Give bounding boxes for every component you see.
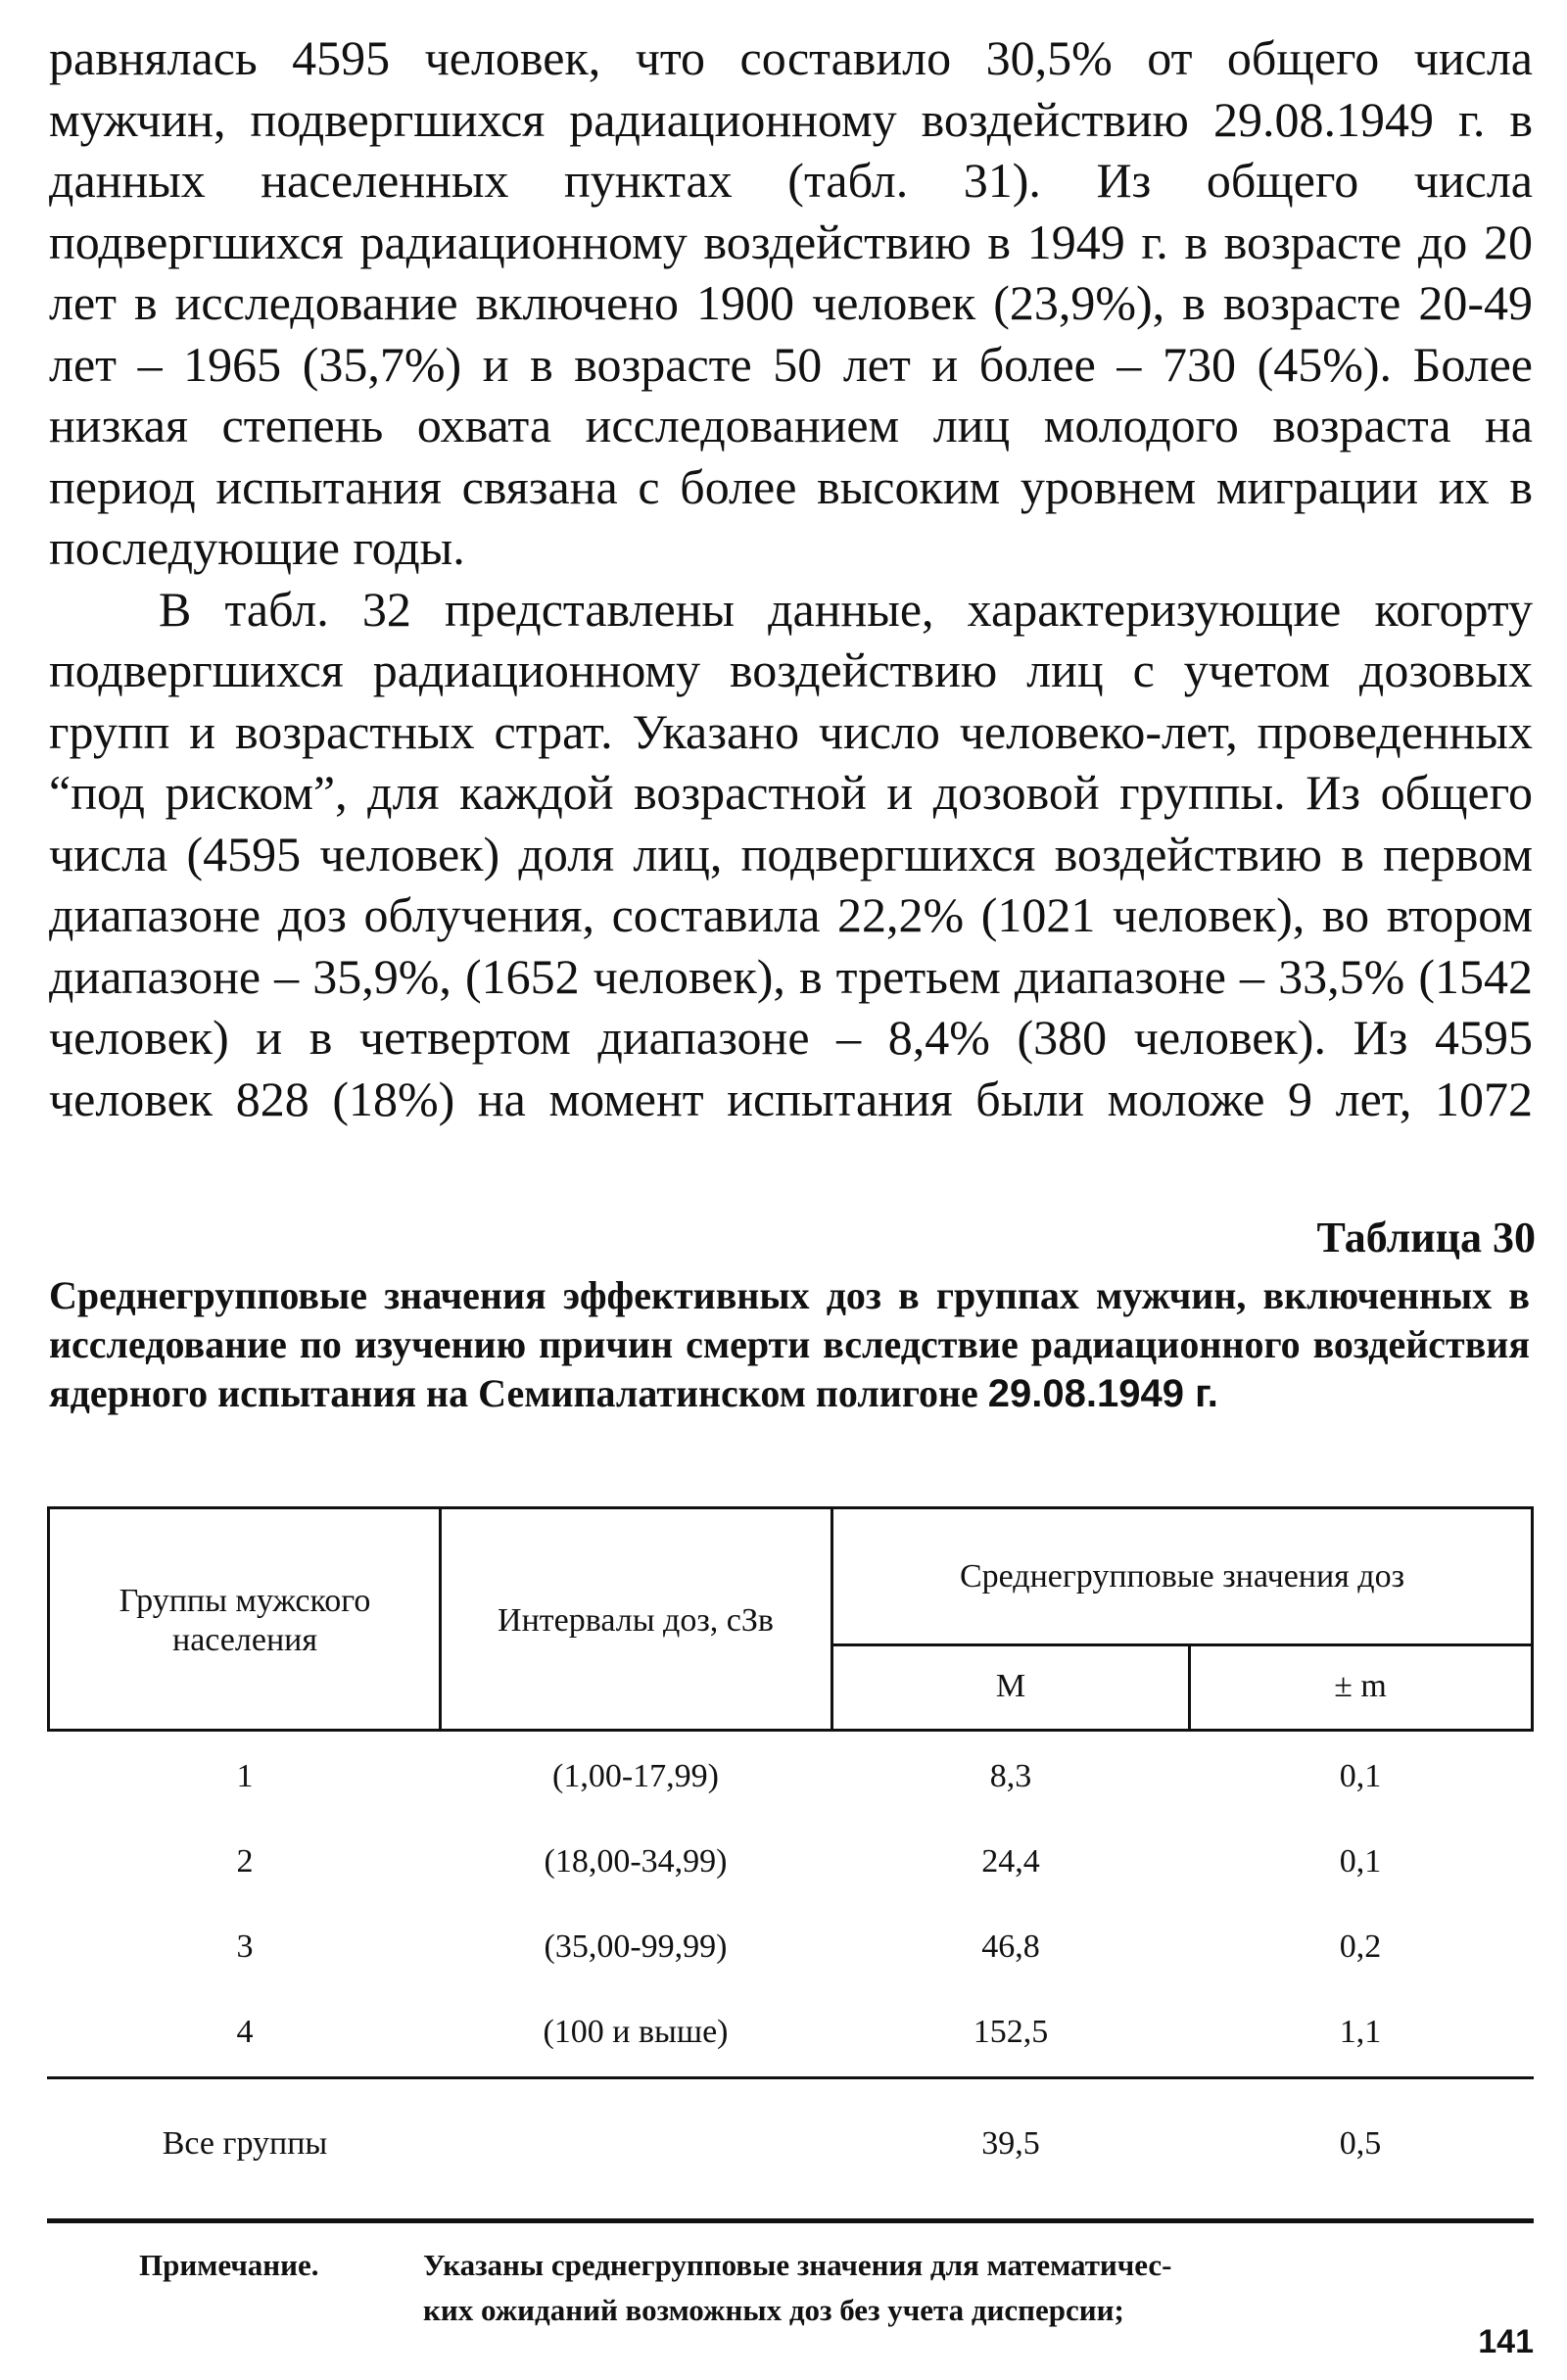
table-right-border (1531, 1506, 1534, 1732)
table-caption-date: 29.08.1949 г. (987, 1372, 1218, 1415)
note-line-2: ких ожиданий возможных доз без учета дисперсии; (423, 2293, 1124, 2327)
table-top-border (47, 1506, 1534, 1509)
row-1-group: 1 (236, 1758, 254, 1794)
row-3-interval: (35,00-99,99) (544, 1928, 728, 1965)
header-group: Группы мужского населения (119, 1583, 371, 1658)
table-label: Таблица 30 (1316, 1214, 1536, 1261)
body-text (49, 27, 1533, 1129)
table-bottom-border (47, 2218, 1534, 2223)
table-caption-text: Среднегрупповые значения эффективных доз в группах мужчин, включенных в исследование по изучению причин смерти вследствие радиационного воздействия ядерного испытания на Семипалатинском полигоне (49, 1273, 1530, 1415)
table-caption (49, 1271, 1530, 1418)
table-col-divider-1 (439, 1506, 442, 1732)
row-4-group: 4 (236, 2014, 254, 2050)
paragraph-1: равнялась 4595 человек, что составило 30,5% от общего числа мужчин, подвергшихся радиационному воздействию 29.08.1949 г. в данных населенных пунктах (табл. 31). Из общего числа подвергшихся радиационному воздействию в 1949 г. в возрасте до 20 лет в исследование включено 1900 человек (23,9%), в возрасте 20-49 лет – 1965 (35,7%) и в возрасте 50 лет и более – 730 (45%). Более низкая степень охвата исследованием лиц молодого возраста на период испытания связана с более высоким уровнем миграции их в последующие годы. (49, 30, 1533, 575)
note-label: Примечание. (139, 2248, 319, 2282)
table-left-border (47, 1506, 50, 1732)
table-col-divider-2 (831, 1506, 833, 1732)
header-mean-values: Среднегрупповые значения доз (959, 1558, 1405, 1595)
row-1-m: 8,3 (989, 1758, 1032, 1794)
row-2-interval: (18,00-34,99) (544, 1843, 728, 1880)
row-2-group: 2 (236, 1843, 254, 1880)
table-total-divider (47, 2076, 1534, 2079)
row-3-pm: 0,2 (1339, 1928, 1382, 1965)
row-4-pm: 1,1 (1339, 2014, 1382, 2050)
row-2-pm: 0,1 (1339, 1843, 1382, 1880)
page-number: 141 (1478, 2323, 1534, 2360)
note-line-1: Указаны среднегрупповые значения для математичес- (423, 2248, 1172, 2282)
row-4-interval: (100 и выше) (543, 2014, 729, 2050)
row-1-pm: 0,1 (1339, 1758, 1382, 1794)
header-interval: Интервалы доз, сЗв (498, 1602, 774, 1639)
paragraph-2: В табл. 32 представлены данные, характеризующие когорту подвергшихся радиационному воздействию лиц с учетом дозовых групп и возрастных страт. Указано число человеко-лет, проведенных “под риском”, для каждой возрастной и дозовой группы. Из общего числа (4595 человек) доля лиц, подвергшихся воздействию в первом диапазоне доз облучения, составила 22,2% (1021 человек), во втором диапазоне – 35,9%, (1652 человек), в третьем диапазоне – 33,5% (1542 человек) и в четвертом диапазоне – 8,4% (380 человек). Из 4595 человек 828 (18%) на момент испытания были моложе 9 лет, 1072 (49, 581, 1533, 1126)
row-3-m: 46,8 (981, 1928, 1040, 1965)
table-subheader-divider (831, 1643, 1534, 1646)
total-pm: 0,5 (1339, 2125, 1382, 2162)
header-pm: ± m (1334, 1668, 1387, 1704)
row-1-interval: (1,00-17,99) (552, 1758, 719, 1794)
header-m: М (995, 1668, 1026, 1704)
table-note (139, 2243, 1510, 2333)
total-group: Все группы (162, 2125, 328, 2162)
total-m: 39,5 (981, 2125, 1040, 2162)
row-2-m: 24,4 (981, 1843, 1040, 1880)
table-header-bottom-border (47, 1729, 1534, 1732)
row-4-m: 152,5 (973, 2014, 1049, 2050)
row-3-group: 3 (236, 1928, 254, 1965)
